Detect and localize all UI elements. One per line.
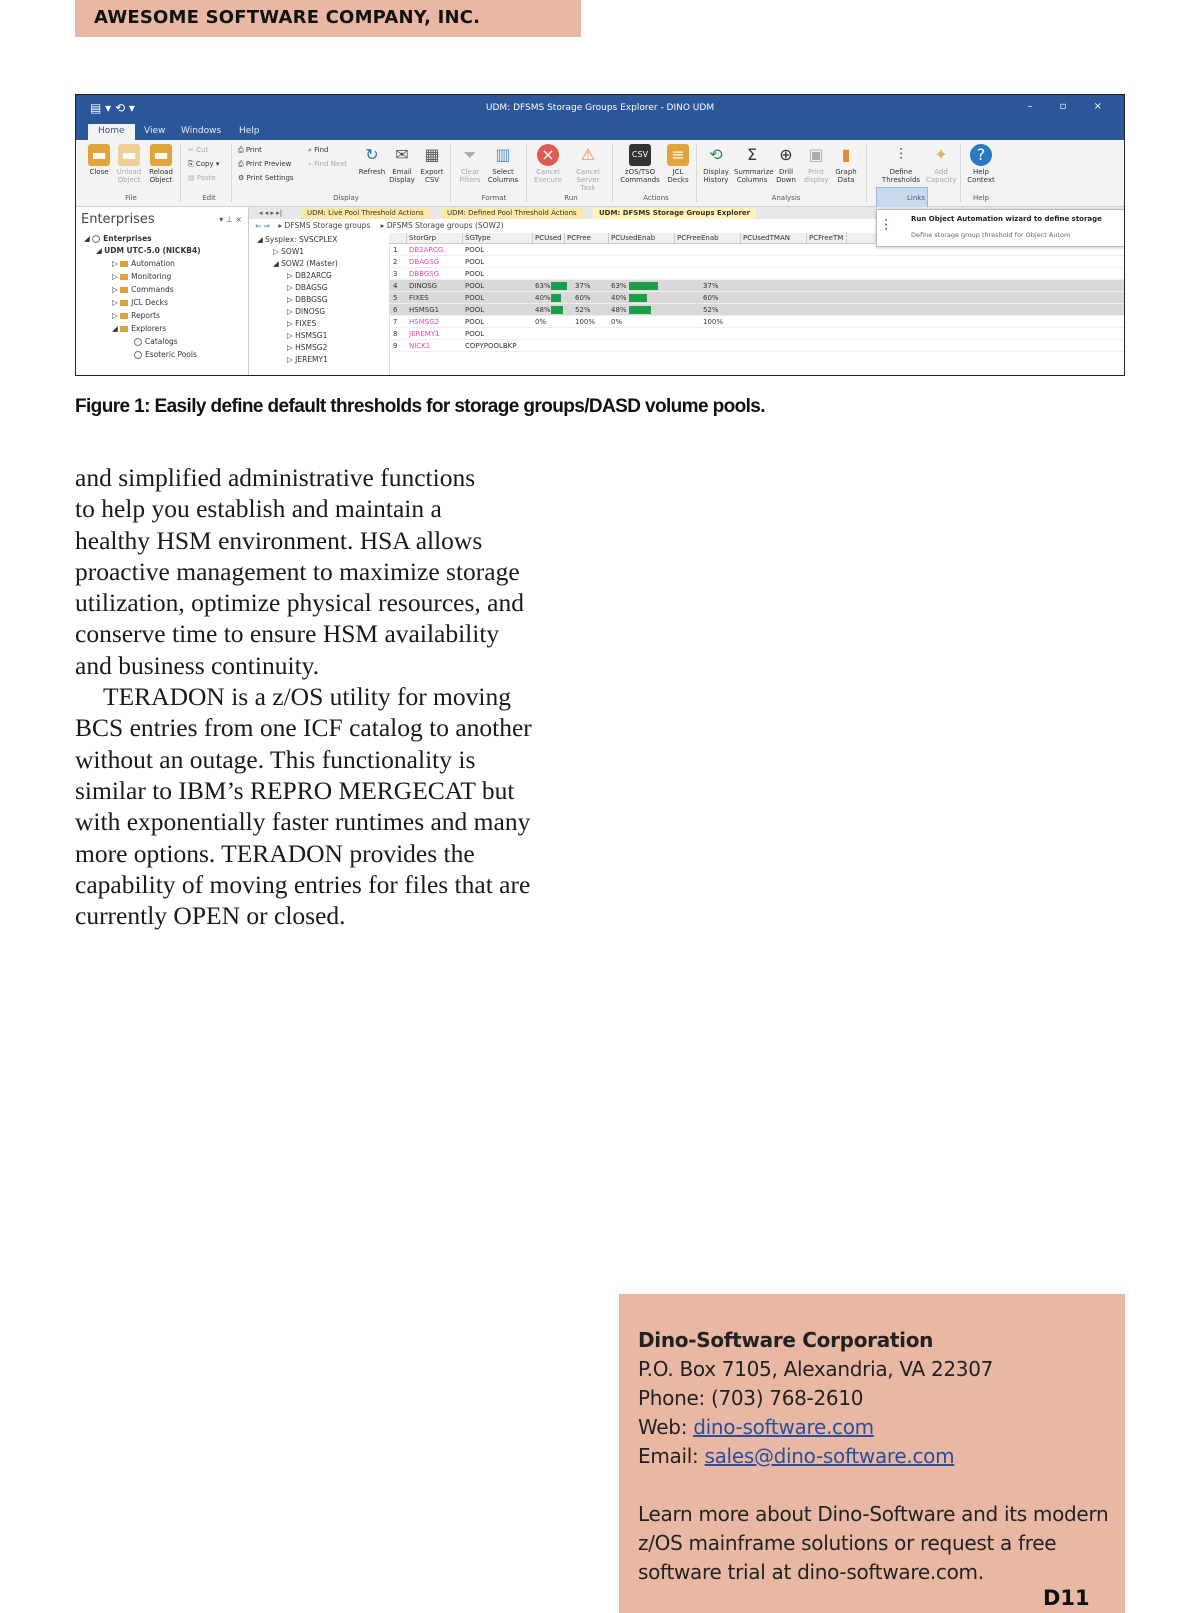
usage-bar: [551, 282, 567, 290]
cell-freeenab: 60%: [703, 294, 719, 302]
divider: [612, 144, 613, 202]
contact-address: P.O. Box 7105, Alexandria, VA 22307: [638, 1357, 994, 1381]
tab-defined-pool[interactable]: UDM: Defined Pool Threshold Actions: [441, 208, 583, 219]
tree-item[interactable]: ▷ DBBGSG: [287, 295, 328, 304]
paste-button[interactable]: ▤ Paste: [188, 174, 216, 182]
group-run: Run: [564, 194, 578, 202]
contact-phone: Phone: (703) 768-2610: [638, 1386, 864, 1410]
contact-web: Web: dino-software.com: [638, 1415, 874, 1439]
folder-icon: [120, 326, 128, 332]
body-line: BCS entries from one ICF catalog to another: [75, 713, 532, 743]
sliders-icon: ⫶: [884, 216, 889, 235]
define-thresholds-tooltip: [876, 209, 1125, 247]
cell-usedenab: 40%: [611, 294, 627, 302]
find-button[interactable]: ⌕ Find: [308, 146, 329, 154]
cell-grp: NICK1: [409, 342, 431, 350]
usage-bar: [551, 306, 563, 314]
usage-bar: [629, 282, 658, 290]
cell-freeenab: 52%: [703, 306, 719, 314]
body-line: without an outage. This functionality is: [75, 744, 476, 774]
table-row[interactable]: [389, 304, 1124, 316]
cell-type: POOL: [465, 270, 485, 278]
cut-button[interactable]: ✂ Cut: [188, 146, 209, 154]
main-pane: [249, 207, 1124, 375]
sliders-icon: ⫶: [898, 145, 903, 164]
zos-tso-commands-button[interactable]: CSV zOS/TSO Commands: [618, 144, 662, 184]
tree-item[interactable]: ▷ FIXES: [287, 319, 317, 328]
group-edit: Edit: [202, 194, 216, 202]
cell-grp: HSMSG2: [409, 318, 440, 326]
cell-freeenab: 100%: [703, 318, 724, 326]
tab-home[interactable]: Home: [88, 124, 135, 140]
ribbon: [76, 140, 1124, 207]
unload-object-button[interactable]: ▬ Unload Object: [116, 145, 142, 184]
table-row[interactable]: [389, 268, 1124, 280]
pane-title: Enterprises: [81, 212, 155, 227]
tree-item[interactable]: ▷ JEREMY1: [287, 355, 328, 364]
cell-type: POOL: [465, 318, 485, 326]
column-header[interactable]: PCFreeTM: [807, 233, 847, 244]
display-history-button[interactable]: ⟲ Display History: [703, 145, 729, 184]
cell-used: 48%: [535, 306, 551, 314]
folder-icon: [120, 261, 128, 267]
cell-free: 52%: [575, 306, 591, 314]
cancel-server-icon: ⚠: [580, 145, 596, 164]
cell-used: 40%: [535, 294, 551, 302]
tree-item[interactable]: ▷ DBAGSG: [287, 283, 328, 292]
body-line: conserve time to ensure HSM availability: [75, 619, 500, 649]
cell-n: 6: [393, 306, 398, 314]
body-line: proactive management to maximize storage: [75, 556, 520, 586]
cell-freeenab: 37%: [703, 282, 719, 290]
cell-n: 4: [393, 282, 398, 290]
cell-grp: JEREMY1: [409, 330, 440, 338]
cell-type: COPYPOOLBKP: [465, 342, 517, 350]
window-controls[interactable]: – ▫ ×: [1027, 101, 1114, 112]
web-link[interactable]: dino-software.com: [693, 1415, 874, 1439]
add-capacity-button[interactable]: ✦ Add Capacity: [926, 145, 957, 184]
body-line: TERADON is a z/OS utility for moving: [103, 682, 511, 712]
cell-grp: HSMSG1: [409, 306, 440, 314]
table-row[interactable]: [389, 340, 1124, 352]
cell-n: 8: [393, 330, 398, 338]
tree-item[interactable]: ▷ JCL Decks: [112, 298, 168, 307]
tab-help[interactable]: Help: [239, 126, 260, 136]
company-header: [75, 0, 581, 37]
column-header[interactable]: PCUsedEnab: [609, 233, 675, 244]
window-title-bar: [76, 95, 1124, 123]
cell-n: 3: [393, 270, 398, 278]
summarize-columns-button[interactable]: Σ Summarize Columns: [734, 145, 774, 184]
pane-pin-controls[interactable]: ▾ ⊥ ×: [219, 215, 242, 224]
back-icon[interactable]: ⇐ ⇒: [255, 221, 270, 230]
close-button[interactable]: ▬ Close: [89, 145, 109, 176]
cell-free: 60%: [575, 294, 591, 302]
cancel-execute-button[interactable]: × Cancel Execute: [534, 145, 562, 184]
print-settings-button[interactable]: ⚙ Print Settings: [238, 174, 294, 182]
divider: [696, 144, 697, 202]
sigma-icon: Σ: [746, 145, 758, 164]
enterprises-pane: [76, 207, 249, 375]
breadcrumb-item[interactable]: ▸ DFSMS Storage groups: [278, 221, 371, 230]
print-display-icon: ▣: [808, 145, 824, 164]
cell-grp: DB2ARCG: [409, 246, 444, 254]
cell-grp: DBAGSG: [409, 258, 440, 266]
cell-free: 37%: [575, 282, 591, 290]
group-format: Format: [481, 194, 507, 202]
row-number-header: [389, 233, 407, 244]
cell-usedenab: 48%: [611, 306, 627, 314]
contact-blurb-line: software trial at dino-software.com.: [638, 1560, 984, 1584]
column-header[interactable]: PCUsed: [533, 233, 565, 244]
copy-button[interactable]: ⎘ Copy ▾: [188, 160, 220, 168]
group-display: Display: [333, 194, 359, 202]
usage-bar: [551, 294, 561, 302]
divider: [526, 144, 527, 202]
graph-data-button[interactable]: ▮ Graph Data: [835, 145, 857, 184]
tree-item[interactable]: ◢ SOW2 (Master): [273, 259, 338, 268]
tree-item[interactable]: ▷ Commands: [112, 285, 174, 294]
breadcrumb-item[interactable]: ▸ DFSMS Storage groups (SOW2): [380, 221, 504, 230]
tree-item[interactable]: ◢ UDM UTC-5.0 (NICKB4): [96, 246, 201, 255]
cell-grp: FIXES: [409, 294, 429, 302]
page-number: D11: [1043, 1586, 1090, 1610]
divider: [450, 144, 451, 202]
tree-item[interactable]: Esoteric Pools: [134, 350, 197, 359]
cell-n: 5: [393, 294, 398, 302]
export-csv-button[interactable]: ▦ Export CSV: [420, 145, 444, 184]
menu-bar: [76, 123, 1124, 140]
body-line: and simplified administrative functions: [75, 463, 476, 492]
capacity-icon: ✦: [934, 145, 948, 164]
body-line: utilization, optimize physical resources, and: [75, 588, 524, 618]
jcl-decks-button[interactable]: ≡ JCL Decks: [667, 145, 689, 184]
zoom-icon: ⊕: [779, 145, 793, 164]
print-button[interactable]: ⎙ Print: [238, 146, 262, 154]
print-display-button[interactable]: ▣ Print display: [803, 145, 829, 184]
quick-access-icons[interactable]: ▤ ▾ ⟲ ▾: [90, 101, 135, 115]
cell-free: 100%: [575, 318, 596, 326]
tab-windows[interactable]: Windows: [181, 126, 222, 136]
column-header[interactable]: PCFree: [565, 233, 609, 244]
folder-icon: [120, 300, 128, 306]
tree-item[interactable]: ▷ DB2ARCG: [287, 271, 332, 280]
cell-n: 9: [393, 342, 398, 350]
tree-item[interactable]: ◢ Explorers: [112, 324, 167, 333]
body-line: more options. TERADON provides the: [75, 838, 475, 868]
body-line: to help you establish and maintain a: [75, 494, 442, 524]
table-row[interactable]: [389, 280, 1124, 292]
table-row[interactable]: [389, 292, 1124, 304]
cell-n: 2: [393, 258, 398, 266]
help-context-button[interactable]: ? Help Context: [967, 145, 995, 184]
tab-nav-arrows[interactable]: ◂ ◂ ▸ ▸|: [253, 208, 288, 219]
column-header[interactable]: PCUsedTMAN: [741, 233, 807, 244]
group-actions: Actions: [643, 194, 669, 202]
history-icon: ⟲: [709, 145, 723, 164]
usage-bar: [629, 294, 647, 302]
bar-chart-icon: ▮: [841, 145, 851, 164]
figure-screenshot: [75, 94, 1125, 376]
cell-type: POOL: [465, 246, 485, 254]
column-header[interactable]: StorGrp: [407, 233, 463, 244]
globe-icon: [92, 235, 100, 243]
drill-down-button[interactable]: ⊕ Drill Down: [776, 145, 796, 184]
tree-item[interactable]: ◢ Sysplex: SVSCPLEX: [257, 235, 338, 244]
table-row[interactable]: [389, 328, 1124, 340]
export-icon: ▦: [424, 145, 440, 164]
cell-type: POOL: [465, 330, 485, 338]
email-link[interactable]: sales@dino-software.com: [704, 1444, 955, 1468]
tree-item[interactable]: ▷ HSMSG1: [287, 331, 328, 340]
table-row[interactable]: [389, 316, 1124, 328]
reload-icon: ▬: [150, 144, 172, 166]
select-columns-button[interactable]: ▥ Select Columns: [487, 145, 519, 184]
divider: [231, 144, 232, 202]
body-line: with exponentially faster runtimes and many: [75, 807, 531, 837]
email-display-button[interactable]: ✉ Email Display: [389, 145, 415, 184]
contact-company: Dino-Software Corporation: [638, 1328, 934, 1352]
tree-item[interactable]: ▷ Reports: [112, 311, 160, 320]
cell-used: 63%: [535, 282, 551, 290]
tree-item[interactable]: Catalogs: [134, 337, 178, 346]
globe-icon: [134, 351, 142, 359]
column-header[interactable]: SGType: [463, 233, 533, 244]
contact-email: Email: sales@dino-software.com: [638, 1444, 955, 1468]
figure-caption: Figure 1: Easily define default thresholds for storage groups/DASD volume pools.: [75, 396, 765, 417]
tree-item[interactable]: ▷ HSMSG2: [287, 343, 328, 352]
table-row[interactable]: [389, 256, 1124, 268]
cell-n: 7: [393, 318, 398, 326]
usage-bar: [629, 306, 651, 314]
cell-grp: DINOSG: [409, 282, 438, 290]
contact-blurb-line: Learn more about Dino-Software and its modern: [638, 1502, 1109, 1526]
cell-usedenab: 0%: [611, 318, 623, 326]
filter-icon: ⏷: [463, 145, 477, 164]
folder-icon: [120, 313, 128, 319]
divider: [960, 144, 961, 202]
globe-icon: [134, 338, 142, 346]
body-text: [75, 462, 595, 931]
contact-blurb-line: z/OS mainframe solutions or request a free: [638, 1531, 1057, 1555]
cell-type: POOL: [465, 258, 485, 266]
group-links: Links: [907, 194, 925, 202]
cell-used: 0%: [535, 318, 547, 326]
cell-grp: DBBGSG: [409, 270, 440, 278]
group-help: Help: [973, 194, 989, 202]
tree-item[interactable]: ▷ SOW1: [273, 247, 305, 256]
folder-icon: [120, 274, 128, 280]
folder-icon: [120, 287, 128, 293]
tooltip-description: Define storage group threshold for Object Autom: [911, 231, 1071, 239]
company-name: AWESOME SOFTWARE COMPANY, INC.: [94, 7, 481, 28]
folder-icon: ▬: [88, 144, 110, 166]
tree-item[interactable]: ◢ Enterprises: [84, 234, 152, 243]
refresh-button[interactable]: ↻ Refresh: [358, 145, 386, 176]
divider: [866, 144, 867, 202]
clear-filters-button[interactable]: ⏷ Clear Filters: [459, 145, 481, 184]
tree-item[interactable]: ▷ DINOSG: [287, 307, 326, 316]
sysplex-tree: [249, 233, 390, 375]
contact-box: [619, 1294, 1125, 1613]
define-thresholds-button[interactable]: ⫶ Define Thresholds: [881, 145, 921, 184]
reload-object-button[interactable]: ▬ Reload Object: [149, 145, 173, 184]
column-header[interactable]: PCFreeEnab: [675, 233, 741, 244]
window-title: UDM: DFSMS Storage Groups Explorer - DINO UDM: [485, 103, 715, 113]
jcl-icon: ≡: [667, 144, 689, 166]
cell-type: POOL: [465, 306, 485, 314]
body-line: healthy HSM environment. HSA allows: [75, 525, 483, 555]
tab-view[interactable]: View: [144, 126, 166, 136]
tree-item[interactable]: ▷ Monitoring: [112, 272, 172, 281]
tab-live-pool[interactable]: UDM: Live Pool Threshold Actions: [301, 208, 430, 219]
tooltip-title: Run Object Automation wizard to define storage: [911, 215, 1102, 223]
print-preview-button[interactable]: ⎙ Print Preview: [238, 160, 292, 168]
columns-icon: ▥: [495, 145, 511, 164]
terminal-icon: CSV: [629, 144, 651, 166]
storage-groups-grid: [389, 233, 1124, 375]
body-line: similar to IBM’s REPRO MERGECAT but: [75, 775, 515, 805]
cell-n: 1: [393, 246, 398, 254]
email-icon: ✉: [395, 145, 409, 164]
body-line: and business continuity.: [75, 650, 320, 680]
unload-icon: ▬: [118, 144, 140, 166]
group-analysis: Analysis: [771, 194, 801, 202]
cancel-server-task-button[interactable]: ⚠ Cancel Server Task: [576, 145, 600, 192]
refresh-icon: ↻: [365, 145, 379, 164]
cell-usedenab: 63%: [611, 282, 627, 290]
body-line: capability of moving entries for files that are: [75, 869, 531, 899]
group-file: File: [125, 194, 137, 202]
tab-storage-groups[interactable]: UDM: DFSMS Storage Groups Explorer: [593, 208, 756, 219]
body-line: currently OPEN or closed.: [75, 901, 346, 931]
divider: [180, 144, 181, 202]
help-icon: ?: [970, 144, 992, 166]
cell-type: POOL: [465, 294, 485, 302]
tree-item[interactable]: ▷ Automation: [112, 259, 175, 268]
find-next-button[interactable]: ⌕ Find Next: [308, 160, 348, 168]
cell-type: POOL: [465, 282, 485, 290]
cancel-icon: ×: [537, 144, 559, 166]
